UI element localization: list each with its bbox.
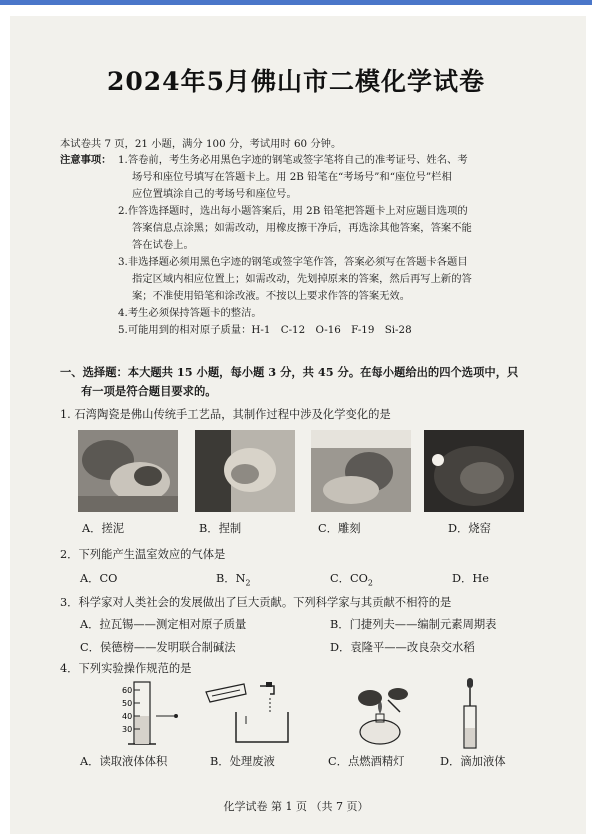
- q4-option-a: A．读取液体体积: [80, 755, 168, 768]
- note-2-line-3: 答在试卷上。: [132, 239, 194, 252]
- q3-option-a: A．拉瓦锡——测定相对原子质量: [80, 618, 247, 631]
- q2-option-c-subscript: 2: [367, 578, 373, 588]
- q2-option-b-text: B．N: [216, 572, 246, 585]
- window-top-bar: [0, 0, 592, 5]
- q1-stem: 1. 石湾陶瓷是佛山传统手工艺品，其制作过程中涉及化学变化的是: [60, 408, 391, 421]
- note-4: [118, 305, 530, 322]
- note-2-line-1: 2.作答选择题时，选出每小题答案后，用 2B 铅笔把答题卡上对应题目选项的: [118, 205, 468, 217]
- q2-option-c-text: C．CO: [330, 572, 368, 585]
- q2-option-b-subscript: 2: [245, 578, 251, 588]
- q4-option-c: C．点燃酒精灯: [328, 755, 405, 768]
- q4-dropper: [450, 676, 490, 750]
- scale-label-30: 30: [122, 725, 133, 734]
- note-3-line-2: 指定区域内相应位置上；如需改动，先划掉原来的答案，然后再写上新的答: [132, 273, 472, 286]
- q3-option-c: C．侯德榜——发明联合制碱法: [80, 641, 236, 654]
- q1-option-b: B．捏制: [199, 522, 242, 535]
- note-3: [118, 254, 530, 306]
- note-5-line-1: 5.可能用到的相对原子质量：H-1 C-12 O-16 F-19 Si-28: [118, 324, 412, 336]
- page-footer: 化学试卷 第 1 页 （共 7 页）: [223, 800, 369, 813]
- note-5: [118, 322, 530, 339]
- scale-label-60: 60: [122, 686, 133, 695]
- note-1-line-2: 场号和座位号填写在答题卡上。用 2B 铅笔在“考场号”和“座位号”栏相: [132, 171, 452, 184]
- note-2-line-2: 答案信息点涂黑；如需改动，用橡皮擦干净后，再选涂其他答案，答案不能: [132, 222, 472, 235]
- q1-photo-b: [195, 430, 295, 512]
- q4-option-b: B．处理废液: [210, 755, 275, 768]
- q1-option-c: C．雕刻: [318, 522, 361, 535]
- q2-option-c: [330, 570, 373, 587]
- q1-photo-a: [78, 430, 178, 512]
- note-4-line-1: 4.考生必须保持答题卡的整洁。: [118, 307, 262, 319]
- q4-stem: 4．下列实验操作规范的是: [60, 662, 192, 675]
- note-1-line-3: 应位置填涂自己的考场号和座位号。: [132, 188, 297, 201]
- section-heading: [60, 363, 530, 401]
- q1-photo-d: [424, 430, 524, 512]
- q4-waste-disposal: [200, 680, 290, 750]
- note-2: [118, 203, 530, 255]
- q2-option-b: [216, 570, 251, 587]
- q4-alcohol-lamp: [340, 680, 430, 750]
- scale-label-40: 40: [122, 712, 133, 721]
- exam-intro: 本试卷共 7 页，21 小题，满分 100 分，考试用时 60 分钟。: [60, 138, 342, 150]
- q4-graduated-cylinder: [110, 680, 180, 750]
- q3-option-b: B．门捷列夫——编制元素周期表: [330, 618, 497, 631]
- note-1-line-1: 1.答卷前，考生务必用黑色字迹的钢笔或签字笔将自己的准考证号、姓名、考: [118, 154, 468, 166]
- section-heading-line-1: 一、选择题：本大题共 15 小题，每小题 3 分，共 45 分。在每小题给出的四个选项中，只: [60, 365, 519, 379]
- page-title: 2024年5月佛山市二模化学试卷: [107, 67, 485, 96]
- q3-stem: 3．科学家对人类社会的发展做出了巨大贡献。下列科学家与其贡献不相符的是: [60, 596, 452, 609]
- note-1: [118, 152, 530, 204]
- q2-option-d: D．He: [452, 572, 489, 585]
- q3-option-d: D．袁隆平——改良杂交水稻: [330, 641, 475, 654]
- notes-label: 注意事项：: [60, 154, 112, 166]
- note-3-line-1: 3.非选择题必须用黑色字迹的钢笔或签字笔作答，答案必须写在答题卡各题目: [118, 256, 468, 268]
- q2-option-a: A．CO: [80, 572, 118, 585]
- q1-photo-c: [311, 430, 411, 512]
- q1-option-d: D．烧窑: [448, 522, 491, 535]
- section-heading-line-2: 有一项是符合题目要求的。: [81, 384, 217, 398]
- q1-option-a: A．搓泥: [82, 522, 125, 535]
- q4-option-d: D．滴加液体: [440, 755, 506, 768]
- q2-stem: 2．下列能产生温室效应的气体是: [60, 548, 226, 561]
- scale-label-50: 50: [122, 699, 133, 708]
- note-3-line-3: 案；不准使用铅笔和涂改液。不按以上要求作答的答案无效。: [132, 290, 411, 303]
